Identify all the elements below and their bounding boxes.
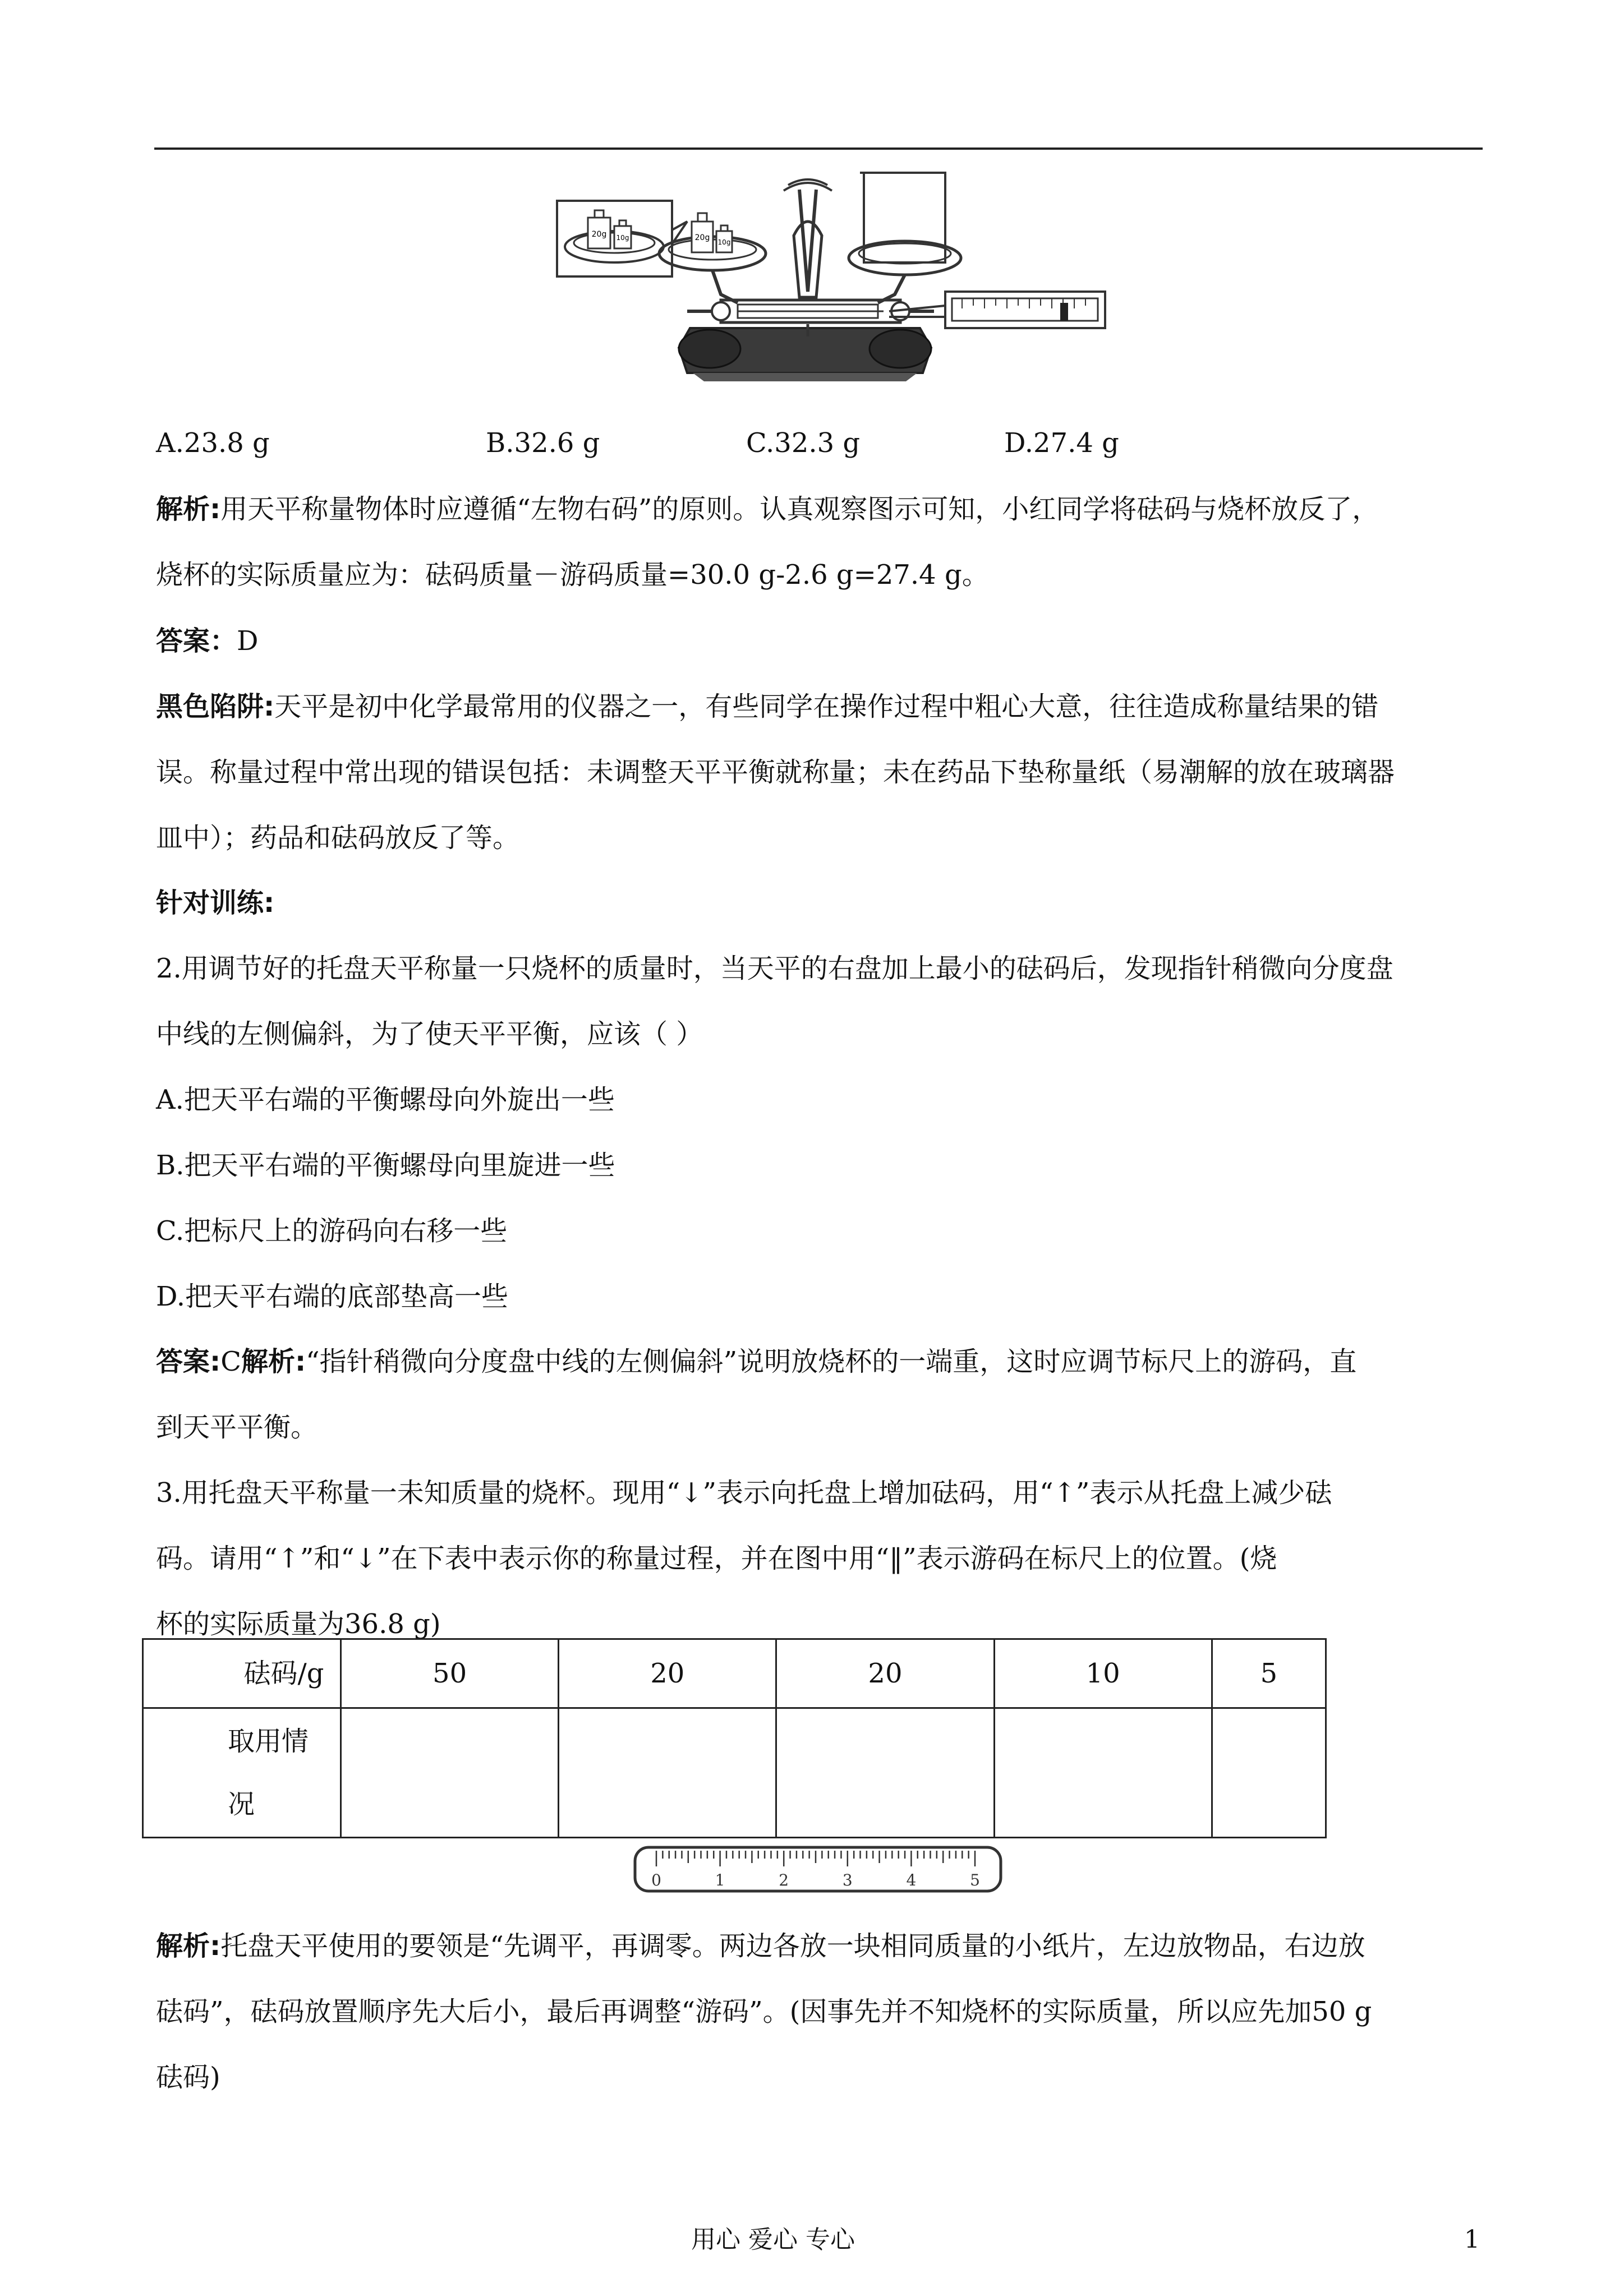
analysis-label: 解析: — [156, 1930, 221, 1962]
weight-cell: 50 — [341, 1639, 559, 1708]
q1-analysis-line1: 解析:用天平称量物体时应遵循“左物右码”的原则。认真观察图示可知，小红同学将砝码与烧杯放反了， — [156, 494, 1379, 525]
trap-line2: 误。称量过程中常出现的错误包括：未调整天平平衡就称量；未在药品下垫称量纸（易潮解的放在玻璃器 — [156, 757, 1395, 788]
ruler-tick-label: 3 — [842, 1871, 853, 1889]
pan-weight-label: 10g — [717, 238, 731, 246]
q2-answer-line1: 答案:C解析:“指针稍微向分度盘中线的左侧偏斜”说明放烧杯的一端重，这时应调节标尺上的游码，直 — [156, 1346, 1357, 1377]
q2-stem-line2: 中线的左侧偏斜，为了使天平平衡，应该（ ） — [156, 1018, 703, 1050]
option-a: A.23.8 g — [156, 427, 270, 459]
q2-option-a: A.把天平右端的平衡螺母向外旋出一些 — [156, 1084, 615, 1115]
ruler-tick-label: 0 — [651, 1871, 661, 1889]
table-row — [143, 1639, 1326, 1708]
table-header-cell: 砝码/g — [143, 1639, 341, 1708]
q3-analysis-line3: 砝码) — [156, 2062, 220, 2093]
footer-motto: 用心 爱心 专心 — [691, 2225, 855, 2254]
usage-cell[interactable] — [559, 1708, 776, 1838]
answer-value: C — [220, 1346, 241, 1377]
option-c: C.32.3 g — [746, 427, 861, 459]
q2-analysis-line2: 到天平平衡。 — [156, 1412, 318, 1443]
q2-option-b: B.把天平右端的平衡螺母向里旋进一些 — [156, 1150, 615, 1181]
answer-value: D — [237, 625, 259, 657]
page-number: 1 — [1464, 2225, 1480, 2254]
usage-cell[interactable] — [776, 1708, 994, 1838]
weight-cell: 20 — [776, 1639, 994, 1708]
q1-analysis-line2: 烧杯的实际质量应为：砝码质量－游码质量=30.0 g-2.6 g=27.4 g。 — [156, 559, 989, 591]
q3-analysis-line2: 砝码”，砝码放置顺序先大后小，最后再调整“游码”。(因事先并不知烧杯的实际质量，所以应先加50 g — [156, 1996, 1372, 2027]
trap-line1: 黑色陷阱:天平是初中化学最常用的仪器之一，有些同学在操作过程中粗心大意，往往造成称量结果的错 — [156, 691, 1379, 722]
ruler-tick-label: 1 — [715, 1871, 725, 1889]
analysis-label: 解析: — [241, 1346, 306, 1377]
q2-option-d: D.把天平右端的底部垫高一些 — [156, 1281, 509, 1312]
usage-cell[interactable] — [341, 1708, 559, 1838]
weight-cell: 5 — [1212, 1639, 1326, 1708]
q1-answer — [156, 624, 259, 658]
ruler-tick-label: 5 — [970, 1871, 980, 1889]
q3-analysis-line1: 解析:托盘天平使用的要领是“先调平，再调零。两边各放一块相同质量的小纸片，左边放物品，右边放 — [156, 1930, 1365, 1962]
pan-weight-label: 20g — [694, 233, 710, 242]
analysis-label: 解析: — [156, 494, 221, 525]
balance-figure — [553, 168, 1175, 401]
weight-cell: 20 — [559, 1639, 776, 1708]
trap-label: 黑色陷阱: — [156, 691, 275, 722]
answer-label: 答案： — [156, 625, 237, 657]
table-row — [143, 1708, 1326, 1838]
q3-stem-line3: 杯的实际质量为36.8 g) — [156, 1608, 441, 1640]
ruler-tick-label: 2 — [779, 1871, 789, 1889]
q3-stem-line2: 码。请用“↑”和“↓”在下表中表示你的称量过程，并在图中用“‖”表示游码在标尺上的位置。(烧 — [156, 1543, 1277, 1574]
training-heading: 针对训练: — [156, 887, 275, 919]
q2-stem-line1: 2.用调节好的托盘天平称量一只烧杯的质量时，当天平的右盘加上最小的砝码后，发现指针稍微向分度盘 — [156, 953, 1393, 984]
popup-weight-label: 20g — [591, 230, 607, 239]
usage-cell[interactable] — [1212, 1708, 1326, 1838]
usage-cell[interactable] — [994, 1708, 1212, 1838]
rider-scale-ruler — [633, 1845, 1003, 1893]
q3-stem-line1: 3.用托盘天平称量一未知质量的烧杯。现用“↓”表示向托盘上增加砝码，用“↑”表示从托盘上减少砝 — [156, 1477, 1332, 1509]
option-b: B.32.6 g — [486, 427, 600, 459]
popup-weight-label: 10g — [616, 234, 629, 242]
weight-cell: 10 — [994, 1639, 1212, 1708]
q2-option-c: C.把标尺上的游码向右移一些 — [156, 1215, 508, 1247]
header-rule — [154, 147, 1483, 150]
weights-table — [142, 1638, 1327, 1838]
trap-line3: 皿中）；药品和砝码放反了等。 — [156, 822, 520, 854]
ruler-tick-label: 4 — [906, 1871, 917, 1889]
answer-label: 答案: — [156, 1346, 221, 1377]
option-d: D.27.4 g — [1004, 427, 1119, 459]
table-header-cell: 取用情 况 — [143, 1708, 341, 1838]
